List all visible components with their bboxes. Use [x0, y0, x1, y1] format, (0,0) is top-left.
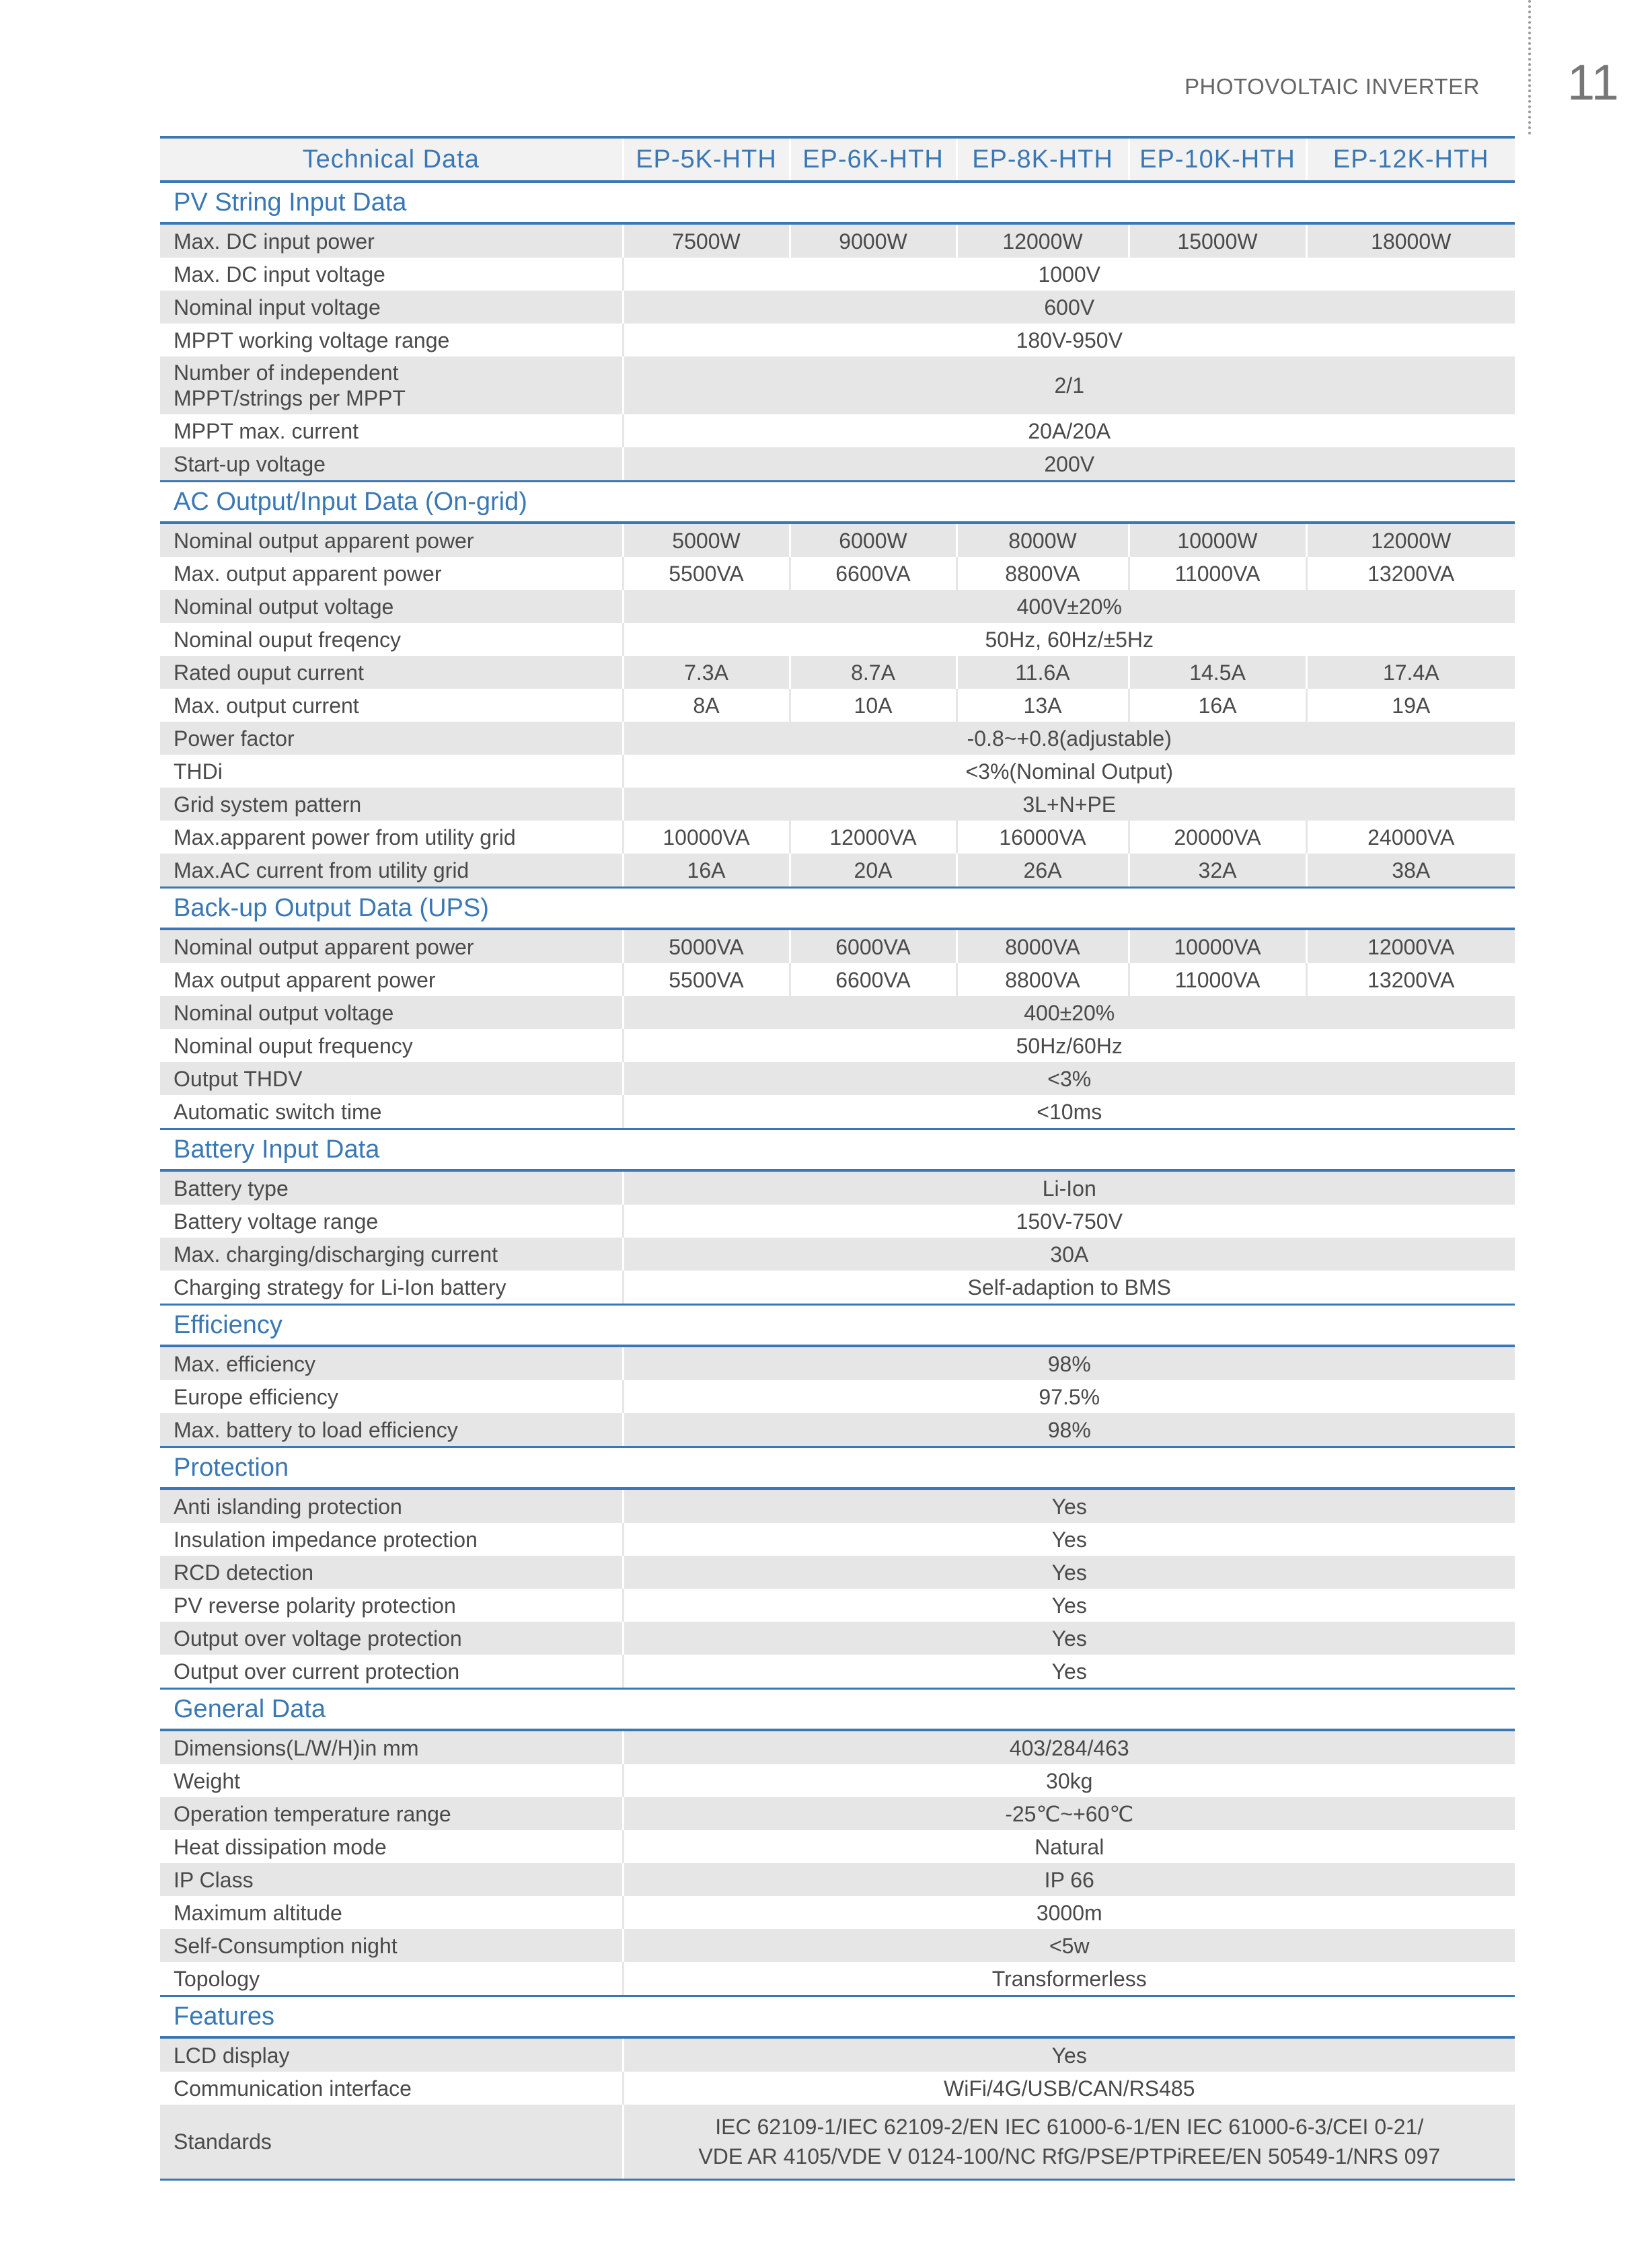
spec-value-cell: 5000W [623, 523, 790, 557]
spec-label-cell [160, 656, 623, 689]
spec-row [160, 1962, 1515, 1996]
spec-row [160, 356, 1515, 414]
spec-label: Max. efficiency [174, 1351, 316, 1376]
section-header-row [160, 888, 1515, 930]
spec-row [160, 1863, 1515, 1896]
spec-row [160, 2072, 1515, 2105]
spec-label: Max.apparent power from utility grid [174, 825, 516, 850]
model-header: EP-5K-HTH [623, 137, 790, 182]
spec-label: Max. DC input voltage [174, 262, 385, 287]
spec-value-cell: 15000W [1129, 223, 1306, 258]
spec-value-cell: 20000VA [1129, 821, 1306, 854]
spec-value-cell: 26A [956, 854, 1129, 888]
spec-label-cell [160, 623, 623, 656]
spec-label-cell [160, 929, 623, 963]
section-header-row [160, 1447, 1515, 1489]
spec-value-cell: 24000VA [1306, 821, 1515, 854]
spec-value-cell [623, 1896, 1515, 1929]
spec-label-cell [160, 2037, 623, 2072]
spec-value-cell [623, 2037, 1515, 2072]
spec-value-cell: 11000VA [1129, 557, 1306, 590]
spec-value-cell [623, 590, 1515, 623]
spec-value-cell [623, 1346, 1515, 1380]
model-header: EP-10K-HTH [1129, 137, 1306, 182]
spec-row [160, 2105, 1515, 2180]
spec-value-cell [623, 623, 1515, 656]
spec-value-cell: 18000W [1306, 223, 1515, 258]
spec-value-cell [623, 722, 1515, 755]
spec-row [160, 1205, 1515, 1238]
spec-value-cell [623, 2072, 1515, 2105]
spec-value-cell: 11.6A [956, 656, 1129, 689]
spec-label: Maximum altitude [174, 1900, 342, 1925]
spec-label-cell [160, 1896, 623, 1929]
spec-value: 2/1 [1054, 373, 1084, 398]
spec-value: 98% [1047, 1417, 1091, 1442]
spec-value-cell: 11000VA [1129, 963, 1306, 996]
section-title: Efficiency [160, 1305, 1515, 1347]
spec-row [160, 1346, 1515, 1380]
spec-value: Yes [1051, 1659, 1087, 1684]
spec-value: IP 66 [1044, 1867, 1094, 1892]
spec-row [160, 258, 1515, 291]
spec-value-cell [623, 1962, 1515, 1996]
spec-value-cell [623, 414, 1515, 447]
spec-value: 30kg [1046, 1768, 1093, 1793]
spec-label-cell [160, 1413, 623, 1447]
spec-label-cell [160, 1346, 623, 1380]
spec-label-cell [160, 1238, 623, 1271]
spec-label: Topology [174, 1966, 260, 1991]
section-header-row [160, 182, 1515, 223]
spec-row [160, 1622, 1515, 1655]
spec-label: MPPT max. current [174, 418, 359, 443]
spec-label-cell [160, 2072, 623, 2105]
spec-value: WiFi/4G/USB/CAN/RS485 [944, 2076, 1195, 2101]
spec-label: Nominal ouput freqency [174, 627, 401, 652]
spec-label: Battery voltage range [174, 1209, 379, 1234]
spec-label: Dimensions(L/W/H)in mm [174, 1735, 419, 1760]
spec-value-cell: 10000W [1129, 523, 1306, 557]
spec-label-cell [160, 1863, 623, 1896]
spec-label-cell [160, 996, 623, 1029]
spec-row [160, 447, 1515, 482]
spec-row [160, 1764, 1515, 1797]
spec-value: 30A [1050, 1242, 1089, 1267]
spec-row [160, 1271, 1515, 1305]
spec-row [160, 324, 1515, 356]
spec-row [160, 223, 1515, 258]
spec-value-cell: 16A [623, 854, 790, 888]
spec-value-cell [623, 1830, 1515, 1863]
technical-data-table [160, 136, 1515, 2181]
spec-row [160, 590, 1515, 623]
spec-label: MPPT working voltage range [174, 328, 450, 352]
section-title: PV String Input Data [160, 182, 1515, 223]
spec-value-cell [623, 447, 1515, 482]
spec-label: Max. output current [174, 693, 359, 718]
spec-value-cell: 8000W [956, 523, 1129, 557]
spec-row [160, 854, 1515, 888]
spec-value: 200V [1044, 451, 1095, 476]
spec-row [160, 1797, 1515, 1830]
spec-value-cell [623, 1062, 1515, 1095]
spec-row [160, 1896, 1515, 1929]
spec-row [160, 1929, 1515, 1962]
section-title: General Data [160, 1689, 1515, 1731]
spec-label-cell [160, 788, 623, 821]
spec-label-cell [160, 1929, 623, 1962]
spec-value-cell: 8800VA [956, 557, 1129, 590]
spec-label-cell [160, 324, 623, 356]
document-header-title: PHOTOVOLTAIC INVERTER [1185, 74, 1480, 99]
spec-value: 400V±20% [1016, 594, 1122, 619]
spec-row [160, 929, 1515, 963]
spec-label: Nominal output apparent power [174, 934, 474, 959]
spec-label-cell [160, 1062, 623, 1095]
spec-value: Yes [1051, 1593, 1087, 1618]
spec-value-cell: 5000VA [623, 929, 790, 963]
spec-value-cell: 7.3A [623, 656, 790, 689]
spec-label: Nominal output voltage [174, 1000, 394, 1025]
spec-label-cell [160, 1029, 623, 1062]
spec-label-cell [160, 1655, 623, 1689]
spec-label: Heat dissipation mode [174, 1834, 387, 1859]
spec-value: 20A/20A [1028, 418, 1111, 443]
spec-value: Yes [1051, 1626, 1087, 1651]
spec-value: 3000m [1036, 1900, 1102, 1925]
spec-label-cell [160, 1488, 623, 1523]
spec-label-cell [160, 1170, 623, 1205]
spec-value: 150V-750V [1016, 1209, 1123, 1234]
spec-label-cell [160, 689, 623, 722]
spec-label: Europe efficiency [174, 1384, 338, 1409]
spec-value-cell: 9000W [790, 223, 956, 258]
spec-value: <3% [1047, 1066, 1092, 1091]
spec-value: -0.8~+0.8(adjustable) [967, 726, 1172, 751]
spec-value-cell [623, 1556, 1515, 1589]
spec-label-cell [160, 356, 623, 414]
spec-label-cell [160, 1380, 623, 1413]
spec-label-cell [160, 1205, 623, 1238]
spec-row [160, 291, 1515, 324]
spec-label-cell [160, 291, 623, 324]
spec-label: Grid system pattern [174, 792, 362, 817]
spec-value-cell [623, 1863, 1515, 1896]
spec-label: Power factor [174, 726, 295, 751]
spec-value-cell: 6000VA [790, 929, 956, 963]
spec-value-cell [623, 755, 1515, 788]
spec-row [160, 755, 1515, 788]
spec-label: Nominal output apparent power [174, 528, 474, 553]
spec-value-cell: 5500VA [623, 963, 790, 996]
spec-row [160, 1238, 1515, 1271]
section-title: Protection [160, 1447, 1515, 1489]
spec-label-cell [160, 223, 623, 258]
spec-value-cell: 16000VA [956, 821, 1129, 854]
model-header: EP-12K-HTH [1306, 137, 1515, 182]
spec-value: 97.5% [1039, 1384, 1100, 1409]
section-header-row [160, 1305, 1515, 1347]
spec-label: THDi [174, 759, 223, 784]
spec-row [160, 1730, 1515, 1764]
spec-label: Weight [174, 1768, 241, 1793]
spec-label-cell [160, 447, 623, 482]
spec-label-cell [160, 258, 623, 291]
spec-row [160, 1029, 1515, 1062]
spec-value-cell: 12000W [956, 223, 1129, 258]
spec-value-cell: 6600VA [790, 557, 956, 590]
spec-row [160, 1413, 1515, 1447]
spec-value-cell [623, 1655, 1515, 1689]
section-header-row [160, 1689, 1515, 1731]
spec-label-cell [160, 523, 623, 557]
spec-value: 50Hz, 60Hz/±5Hz [985, 627, 1154, 652]
spec-row [160, 1062, 1515, 1095]
spec-value: -25℃~+60℃ [1005, 1801, 1134, 1826]
spec-label-cell [160, 1095, 623, 1129]
spec-label-line2: MPPT/strings per MPPT [174, 386, 406, 410]
spec-label-cell [160, 1589, 623, 1622]
spec-value-cell: 12000VA [790, 821, 956, 854]
spec-value: Yes [1051, 2043, 1087, 2068]
spec-value-cell [623, 1589, 1515, 1622]
spec-row [160, 1523, 1515, 1556]
spec-row [160, 1488, 1515, 1523]
spec-value: 403/284/463 [1009, 1735, 1129, 1760]
model-header: EP-6K-HTH [790, 137, 956, 182]
spec-value-cell: 8800VA [956, 963, 1129, 996]
spec-value-cell: 10000VA [1129, 929, 1306, 963]
spec-label-cell [160, 1962, 623, 1996]
spec-row [160, 788, 1515, 821]
page-number: 11 [1567, 54, 1619, 110]
spec-row [160, 1095, 1515, 1129]
dotted-divider [1528, 0, 1531, 135]
spec-label-cell [160, 1730, 623, 1764]
spec-row [160, 821, 1515, 854]
spec-row [160, 414, 1515, 447]
spec-value-cell [623, 2105, 1515, 2180]
spec-value-cell: 17.4A [1306, 656, 1515, 689]
spec-label: Output THDV [174, 1066, 303, 1091]
spec-label: Output over current protection [174, 1659, 460, 1684]
spec-value-cell [623, 1271, 1515, 1305]
spec-value: Transformerless [991, 1966, 1147, 1991]
table-header-row [160, 137, 1515, 182]
spec-label: Nominal output voltage [174, 594, 394, 619]
spec-label: Max output apparent power [174, 967, 436, 992]
spec-value-cell: 5500VA [623, 557, 790, 590]
spec-value-cell [623, 1413, 1515, 1447]
spec-value-cell [623, 1764, 1515, 1797]
section-header-row [160, 1129, 1515, 1171]
spec-label: Output over voltage protection [174, 1626, 462, 1651]
spec-value-cell [623, 996, 1515, 1029]
spec-value: Yes [1051, 1560, 1087, 1585]
spec-value-cell: 6600VA [790, 963, 956, 996]
spec-label-cell [160, 1830, 623, 1863]
spec-value-line2: VDE AR 4105/VDE V 0124-100/NC RfG/PSE/PTPiREE/EN 50549-1/NRS 097 [698, 2144, 1441, 2169]
spec-label-cell [160, 963, 623, 996]
spec-label: IP Class [174, 1867, 254, 1892]
spec-row [160, 722, 1515, 755]
spec-value: Yes [1051, 1494, 1087, 1519]
spec-row [160, 1830, 1515, 1863]
spec-label-cell [160, 2105, 623, 2180]
spec-row [160, 557, 1515, 590]
spec-label: Start-up voltage [174, 451, 326, 476]
spec-label: Max. battery to load efficiency [174, 1417, 458, 1442]
spec-value-cell: 8.7A [790, 656, 956, 689]
spec-value: 180V-950V [1016, 328, 1123, 352]
spec-label-cell [160, 1523, 623, 1556]
spec-value-cell [623, 356, 1515, 414]
spec-value-cell: 38A [1306, 854, 1515, 888]
spec-value-cell [623, 1730, 1515, 1764]
spec-value: 600V [1044, 295, 1095, 319]
spec-value-cell [623, 1205, 1515, 1238]
spec-row [160, 996, 1515, 1029]
spec-value-cell [623, 1929, 1515, 1962]
spec-row [160, 1556, 1515, 1589]
section-title: AC Output/Input Data (On-grid) [160, 482, 1515, 523]
spec-label-cell [160, 755, 623, 788]
spec-label: Max. DC input power [174, 229, 375, 254]
spec-label: Automatic switch time [174, 1099, 382, 1124]
spec-value-cell: 16A [1129, 689, 1306, 722]
spec-value-cell: 7500W [623, 223, 790, 258]
section-title: Back-up Output Data (UPS) [160, 888, 1515, 930]
spec-label-cell [160, 414, 623, 447]
spec-value-cell [623, 1095, 1515, 1129]
spec-value: 50Hz/60Hz [1016, 1033, 1123, 1058]
spec-value-cell [623, 1170, 1515, 1205]
spec-row [160, 689, 1515, 722]
spec-value: <3%(Nominal Output) [965, 759, 1174, 784]
spec-label-cell [160, 821, 623, 854]
spec-row [160, 1380, 1515, 1413]
spec-value-cell: 8000VA [956, 929, 1129, 963]
spec-value-cell [623, 258, 1515, 291]
spec-label: Standards [174, 2129, 272, 2154]
spec-label: Max. output apparent power [174, 561, 442, 586]
section-title: Features [160, 1996, 1515, 2038]
spec-value: 1000V [1038, 262, 1101, 287]
spec-label-cell [160, 1764, 623, 1797]
spec-row [160, 963, 1515, 996]
spec-row [160, 1589, 1515, 1622]
header-corner-label: Technical Data [160, 137, 623, 182]
spec-label: Anti islanding protection [174, 1494, 402, 1519]
spec-value-cell [623, 1238, 1515, 1271]
section-title: Battery Input Data [160, 1129, 1515, 1171]
spec-value: <10ms [1037, 1099, 1102, 1124]
spec-label-cell [160, 722, 623, 755]
spec-value: Natural [1035, 1834, 1104, 1859]
spec-label-cell [160, 590, 623, 623]
spec-value-cell: 32A [1129, 854, 1306, 888]
spec-value-cell [623, 324, 1515, 356]
spec-label: RCD detection [174, 1560, 314, 1585]
spec-label-cell [160, 854, 623, 888]
spec-value-cell [623, 1523, 1515, 1556]
spec-label: Communication interface [174, 2076, 412, 2101]
spec-label: Max. charging/discharging current [174, 1242, 498, 1267]
spec-value: <5w [1049, 1933, 1090, 1958]
spec-row [160, 523, 1515, 557]
spec-value-cell: 10A [790, 689, 956, 722]
spec-value: IEC 62109-1/IEC 62109-2/EN IEC 61000-6-1/EN IEC 61000-6-3/CEI 0-21/ [715, 2115, 1424, 2139]
spec-label-cell [160, 1622, 623, 1655]
spec-value-cell: 13200VA [1306, 557, 1515, 590]
spec-value: 98% [1047, 1351, 1091, 1376]
spec-label-cell [160, 1271, 623, 1305]
spec-value-cell: 6000W [790, 523, 956, 557]
spec-value-cell: 14.5A [1129, 656, 1306, 689]
spec-label: Nominal input voltage [174, 295, 381, 319]
spec-row [160, 1170, 1515, 1205]
spec-label: LCD display [174, 2043, 290, 2068]
spec-label: Nominal ouput frequency [174, 1033, 413, 1058]
spec-label: Insulation impedance protection [174, 1527, 478, 1552]
spec-label-cell [160, 1556, 623, 1589]
spec-value-cell [623, 1029, 1515, 1062]
spec-value-cell: 19A [1306, 689, 1515, 722]
spec-value-cell: 12000W [1306, 523, 1515, 557]
spec-row [160, 623, 1515, 656]
spec-value: Yes [1051, 1527, 1087, 1552]
spec-value-cell: 20A [790, 854, 956, 888]
spec-value: Self-adaption to BMS [967, 1275, 1171, 1299]
spec-label: Max.AC current from utility grid [174, 858, 470, 882]
spec-label-cell [160, 557, 623, 590]
spec-value-cell [623, 1488, 1515, 1523]
model-header: EP-8K-HTH [956, 137, 1129, 182]
spec-value: 3L+N+PE [1022, 792, 1117, 817]
spec-label: Self-Consumption night [174, 1933, 398, 1958]
spec-label: Charging strategy for Li-Ion battery [174, 1275, 506, 1299]
spec-label: Operation temperature range [174, 1801, 451, 1826]
spec-value-cell [623, 291, 1515, 324]
spec-value-cell: 13200VA [1306, 963, 1515, 996]
spec-row [160, 656, 1515, 689]
spec-value-cell [623, 1797, 1515, 1830]
spec-label: Number of independent [174, 361, 399, 385]
spec-value-cell [623, 788, 1515, 821]
table-body [160, 182, 1515, 2180]
spec-label-cell [160, 1797, 623, 1830]
section-header-row [160, 482, 1515, 523]
spec-value: 400±20% [1024, 1000, 1115, 1025]
spec-label: Rated ouput current [174, 660, 364, 685]
spec-label: PV reverse polarity protection [174, 1593, 456, 1618]
spec-value-cell: 10000VA [623, 821, 790, 854]
spec-value-cell [623, 1380, 1515, 1413]
spec-value-cell: 12000VA [1306, 929, 1515, 963]
spec-value: Li-Ion [1042, 1176, 1096, 1201]
section-header-row [160, 1996, 1515, 2038]
spec-value-cell [623, 1622, 1515, 1655]
spec-label: Battery type [174, 1176, 289, 1201]
spec-row [160, 1655, 1515, 1689]
spec-row [160, 2037, 1515, 2072]
spec-value-cell: 13A [956, 689, 1129, 722]
spec-value-cell: 8A [623, 689, 790, 722]
